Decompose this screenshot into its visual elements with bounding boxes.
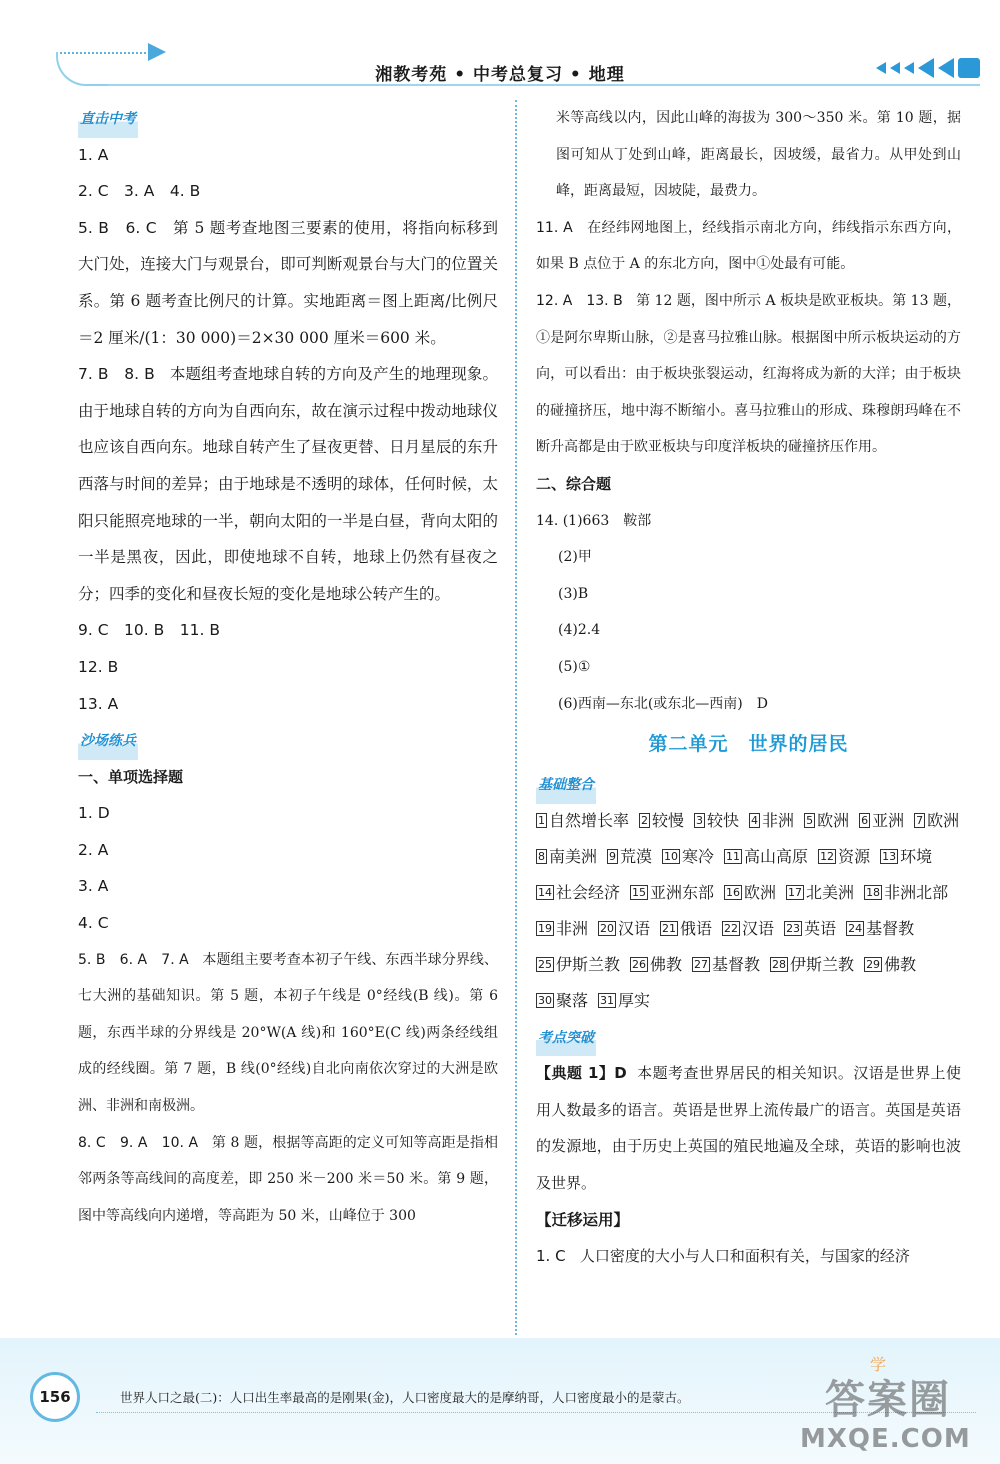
keyword-item [864,875,948,911]
keyword-number: 29 [866,957,881,971]
keyword-number: 15 [632,885,647,899]
keyword-number: 10 [664,849,679,863]
keyword-number: 9 [609,849,617,863]
answer-line: (6)西南—东北(或东北—西南) D [558,695,768,712]
answer-line: (5)① [558,658,591,675]
keyword-number: 25 [538,957,552,971]
column-divider [515,100,517,1335]
keyword-number: 26 [632,957,647,971]
answer-line: 14. (1)663 鞍部 [536,512,652,529]
answer-explanation: 7. B 8. B 本题组考查地球自转的方向及产生的地理现象。由于地球自转的方向为自西向东，故在演示过程中拨动地球仪也应该自西向东。地球自转产生了昼夜更替、日月星辰的东升西落与时间的差异；由于地球是不透明的球体，任何时候，太阳只能照亮地球的一半，朝向太阳的一半是白昼，背向太阳的一半是黑夜，因此，即使地球不自转，地球上仍然有昼夜之分；四季的变化和昼夜长短的变化是地球公转产生的。 [78,365,498,603]
keyword-text: 自然增长率 [549,810,630,830]
keyword-item [749,803,794,839]
answer-explanation: 8. C 9. A 10. A 第 8 题，根据等高距的定义可知等高距是指相邻两条等高线间的高度差，即 250 米－200 米＝50 米。第 9 题，图中等高线向内递增，等高距为 50 米，山峰位于 300 [78,1134,498,1224]
keyword-item [536,911,588,947]
answer-line: (3)B [558,585,589,602]
footer-note: 世界人口之最(二)：人口出生率最高的是刚果(金)，人口密度最大的是摩纳哥，人口密度最小的是蒙古。 [120,1390,690,1405]
subsection-heading: 【迁移运用】 [536,1210,630,1229]
keyword-number: 21 [662,921,677,935]
keyword-number: 14 [538,885,552,899]
keyword-text: 佛教 [650,954,683,974]
answer-explanation-continued: 米等高线以内，因此山峰的海拔为 300～350 米。第 10 题，据图可知从丁处到山峰，距离最长，因坡缓，最省力。从甲处到山峰，距离最短，因坡陡，最费力。 [556,110,961,200]
header-arrows-icon [876,58,980,78]
keyword-number: 22 [724,921,739,935]
keyword-number: 3 [696,813,704,827]
keyword-item [630,947,682,983]
keyword-text: 伊斯兰教 [556,954,621,974]
answer-line: 2. A [78,840,109,859]
keyword-text: 汉语 [618,918,651,938]
keyword-number: 12 [820,849,835,863]
keyword-text: 环境 [900,846,933,866]
keyword-text: 基督教 [712,954,761,974]
keyword-text: 高山高原 [744,846,809,866]
keyword-text: 俄语 [680,918,713,938]
watermark-small: 学 [870,1355,887,1374]
keyword-text: 基督教 [866,918,915,938]
keyword-text: 非洲 [762,810,795,830]
keyword-item [846,911,914,947]
keyword-text: 欧洲 [817,810,850,830]
keyword-item [880,839,932,875]
keyword-number: 5 [806,813,814,827]
keyword-number: 24 [848,921,863,935]
keyword-text: 较快 [707,810,740,830]
keyword-item [639,803,684,839]
answer-line: 1. D [78,804,110,823]
keyword-item [724,875,776,911]
answer-line: 9. C 10. B 11. B [78,621,220,640]
right-column [536,100,961,1275]
keyword-number: 27 [694,957,709,971]
keyword-text: 伊斯兰教 [790,954,855,974]
section-tag-jichu: 基础整合 [536,767,596,804]
answer-explanation: 1. C 人口密度的大小与人口和面积有关，与国家的经济 [536,1247,910,1266]
keyword-text: 亚洲东部 [650,882,715,902]
left-column [78,100,498,1234]
keyword-text: 南美洲 [549,846,598,866]
keyword-text: 非洲北部 [884,882,949,902]
keyword-item [694,803,739,839]
keyword-text: 较慢 [652,810,685,830]
keyword-item [598,983,650,1019]
keyword-item [784,911,836,947]
keyword-number: 23 [786,921,801,935]
keyword-number: 2 [641,813,649,827]
answer-line: 3. A [78,877,109,896]
keyword-item [536,875,620,911]
keyword-number: 19 [538,921,552,935]
section-tag-zhiji: 直击中考 [78,101,138,138]
keyword-item [818,839,870,875]
keyword-item [859,803,904,839]
keyword-number: 7 [916,813,924,827]
keyword-number: 6 [861,813,869,827]
keyword-text: 资源 [838,846,871,866]
keyword-text: 北美洲 [806,882,855,902]
keyword-text: 社会经济 [556,882,621,902]
watermark-logo: 答案圈 [825,1377,951,1423]
keyword-item [662,839,714,875]
keyword-item [607,839,652,875]
page-header-title: 湘教考苑 • 中考总复习 • 地理 [375,65,625,85]
keyword-item [724,839,808,875]
keyword-text: 非洲 [556,918,589,938]
keyword-item [804,803,849,839]
keyword-number: 20 [600,921,615,935]
keyword-item [536,839,597,875]
keyword-text: 荒漠 [620,846,653,866]
keyword-text: 英语 [804,918,837,938]
keyword-number: 11 [726,849,741,863]
keyword-item [660,911,712,947]
page-number: 156 [30,1372,80,1422]
answer-line: 4. C [78,914,109,933]
answer-line: (2)甲 [558,549,592,566]
unit-title: 第二单元 世界的居民 [648,733,849,756]
answer-line: 13. A [78,694,119,713]
keyword-item [536,947,620,983]
keyword-number: 31 [600,993,615,1007]
answer-line: 1. A [78,145,109,164]
keyword-item [864,947,916,983]
subsection-heading: 二、综合题 [536,474,612,493]
keyword-text: 厚实 [618,990,651,1010]
section-tag-kaodian: 考点突破 [536,1020,596,1057]
header-decoration-dots [60,52,150,54]
keyword-item [536,983,588,1019]
keyword-text: 寒冷 [682,846,715,866]
keyword-number: 30 [538,993,552,1007]
answer-explanation: 12. A 13. B 第 12 题，图中所示 A 板块是欧亚板块。第 13 题，①是阿尔卑斯山脉，②是喜马拉雅山脉。根据图中所示板块运动的方向，可以看出：由于板块张裂运动，红海将成为新的大洋；由于板块的碰撞挤压，地中海不断缩小。喜马拉雅山的形成、珠穆朗玛峰在不断升高都是由于欧亚板块与印度洋板块的碰撞挤压作用。 [536,292,961,456]
keyword-number: 16 [726,885,741,899]
example-explanation: 【典题 1】D 本题考查世界居民的相关知识。汉语是世界上使用人数最多的语言。英语是世界上流传最广的语言。英国是英语的发源地，由于历史上英国的殖民地遍及全球，英语的影响也波及世界。 [536,1064,961,1193]
answer-explanation: 5. B 6. C 第 5 题考查地图三要素的使用，将指向标移到大门处，连接大门与观景台，即可判断观景台与大门的位置关系。第 6 题考查比例尺的计算。实地距离＝图上距离/比例尺＝2 厘米/(1：30 000)＝2×30 000 厘米＝600 米。 [78,218,499,347]
section-tag-shachang: 沙场练兵 [78,723,138,760]
keyword-number: 13 [882,849,897,863]
keyword-text: 欧洲 [927,810,960,830]
keyword-number: 8 [538,849,545,863]
keyword-number: 18 [866,885,881,899]
keyword-number: 28 [772,957,787,971]
answer-line: (4)2.4 [558,622,601,639]
keyword-text: 聚落 [556,990,589,1010]
answer-explanation: 5. B 6. A 7. A 本题组主要考查本初子午线、东西半球分界线、七大洲的基础知识。第 5 题，本初子午线是 0°经线(B 线)。第 6 题，东西半球的分界线是 20°W(A 线)和 160°E(C 线)两条经线组成的经线圈。第 7 题，B 线(0°经线)自北向南依次穿过的大洲是欧洲、非洲和南极洲。 [78,951,499,1115]
keyword-number: 4 [751,813,759,827]
keyword-item [536,803,629,839]
keyword-item [914,803,959,839]
answer-line: 12. B [78,657,119,676]
keyword-text: 汉语 [742,918,775,938]
keyword-item [770,947,854,983]
keyword-fill-list [536,803,961,1019]
subsection-heading: 一、单项选择题 [78,767,184,786]
keyword-item [630,875,714,911]
keyword-number: 17 [788,885,803,899]
keyword-text: 亚洲 [872,810,905,830]
header-arrow-icon [148,43,166,61]
keyword-number: 1 [538,813,545,827]
keyword-item [722,911,774,947]
keyword-item [786,875,854,911]
keyword-item [692,947,760,983]
watermark-url: MXQE.COM [800,1424,971,1454]
answer-line: 2. C 3. A 4. B [78,182,201,201]
keyword-text: 佛教 [884,954,917,974]
keyword-text: 欧洲 [744,882,777,902]
keyword-item [598,911,650,947]
answer-explanation: 11. A 在经纬网地图上，经线指示南北方向，纬线指示东西方向，如果 B 点位于 A 的东北方向，图中①处最有可能。 [536,219,961,273]
